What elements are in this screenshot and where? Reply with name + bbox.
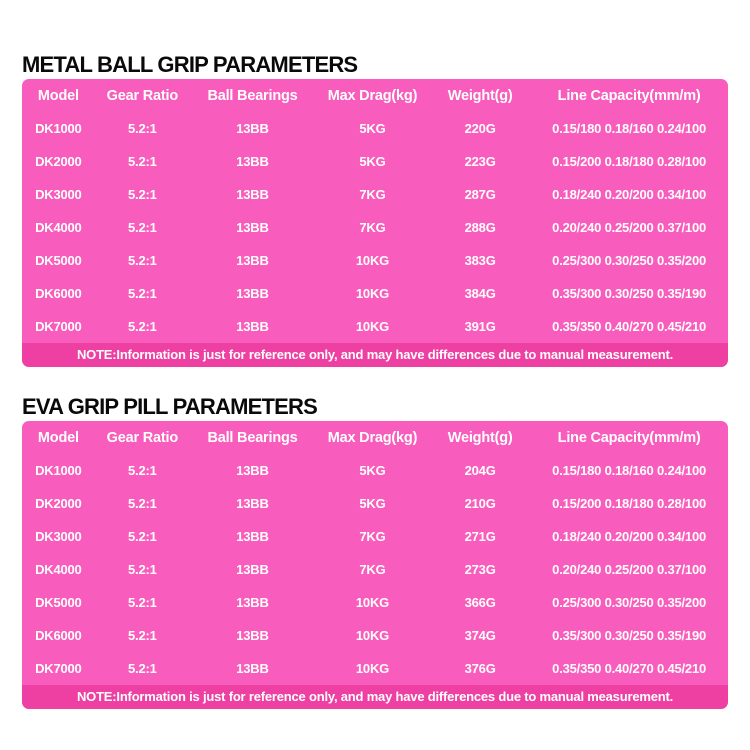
table-cell: 0.15/180 0.18/160 0.24/100 bbox=[552, 121, 707, 136]
table-cell: 13BB bbox=[236, 628, 269, 643]
table-cell: 10KG bbox=[355, 319, 390, 334]
header-cell: Max Drag(kg) bbox=[327, 87, 418, 104]
table-cell: 10KG bbox=[355, 253, 390, 268]
table-cell: 13BB bbox=[236, 253, 269, 268]
table-row bbox=[22, 652, 728, 685]
table-cell: 10KG bbox=[355, 595, 390, 610]
header-cell: Line Capacity(mm/m) bbox=[557, 429, 701, 446]
table-cell: DK7000 bbox=[35, 319, 82, 334]
table-cell: 220G bbox=[464, 121, 496, 136]
table-cell: 13BB bbox=[236, 121, 269, 136]
table-cell: 0.25/300 0.30/250 0.35/200 bbox=[552, 595, 707, 610]
table-row bbox=[22, 487, 728, 520]
table-cell: 5.2:1 bbox=[128, 253, 157, 268]
table-cell: 5.2:1 bbox=[128, 220, 157, 235]
table-body bbox=[22, 112, 728, 343]
table-note: NOTE:Information is just for reference only, and may have differences due to manual measurement. bbox=[22, 685, 728, 709]
table-cell: 0.35/300 0.30/250 0.35/190 bbox=[552, 286, 707, 301]
metal-ball-grip-section bbox=[22, 54, 728, 367]
table-row bbox=[22, 454, 728, 487]
table-cell: DK7000 bbox=[35, 661, 82, 676]
table-cell: 0.18/240 0.20/200 0.34/100 bbox=[552, 529, 707, 544]
table-cell: 13BB bbox=[236, 496, 269, 511]
header-cell: Ball Bearings bbox=[207, 87, 298, 104]
table-row bbox=[22, 145, 728, 178]
table-cell: 271G bbox=[464, 529, 496, 544]
table-cell: 5.2:1 bbox=[128, 628, 157, 643]
table-cell: 391G bbox=[464, 319, 496, 334]
table-cell: 0.15/180 0.18/160 0.24/100 bbox=[552, 463, 707, 478]
table-cell: 7KG bbox=[359, 529, 386, 544]
table-cell: DK3000 bbox=[35, 529, 82, 544]
table-cell: 5.2:1 bbox=[128, 529, 157, 544]
table-cell: 5.2:1 bbox=[128, 187, 157, 202]
table-row bbox=[22, 310, 728, 343]
table-cell: 5.2:1 bbox=[128, 121, 157, 136]
header-cell: Model bbox=[37, 429, 79, 446]
table-cell: 5KG bbox=[359, 496, 386, 511]
table-cell: DK5000 bbox=[35, 253, 82, 268]
table-cell: 0.20/240 0.25/200 0.37/100 bbox=[552, 562, 707, 577]
table-cell: 5.2:1 bbox=[128, 562, 157, 577]
table-cell: 7KG bbox=[359, 187, 386, 202]
table-cell: 5.2:1 bbox=[128, 595, 157, 610]
table-cell: 10KG bbox=[355, 286, 390, 301]
table-cell: DK4000 bbox=[35, 220, 82, 235]
table-cell: 376G bbox=[464, 661, 496, 676]
table-cell: DK5000 bbox=[35, 595, 82, 610]
header-cell: Gear Ratio bbox=[106, 429, 179, 446]
table-cell: 13BB bbox=[236, 286, 269, 301]
table-cell: DK6000 bbox=[35, 286, 82, 301]
table-cell: DK1000 bbox=[35, 463, 82, 478]
table-cell: 287G bbox=[464, 187, 496, 202]
table-cell: 5.2:1 bbox=[128, 286, 157, 301]
table-cell: 13BB bbox=[236, 319, 269, 334]
table-cell: 7KG bbox=[359, 220, 386, 235]
table-cell: 5.2:1 bbox=[128, 154, 157, 169]
header-cell: Weight(g) bbox=[447, 87, 513, 104]
table-body bbox=[22, 454, 728, 685]
table-cell: 5KG bbox=[359, 463, 386, 478]
table-cell: 384G bbox=[464, 286, 496, 301]
header-cell: Ball Bearings bbox=[207, 429, 298, 446]
eva-grip-pill-section bbox=[22, 396, 728, 709]
table-cell: 0.20/240 0.25/200 0.37/100 bbox=[552, 220, 707, 235]
eva-grip-pill-title: EVA GRIP PILL PARAMETERS bbox=[22, 394, 317, 419]
table-row bbox=[22, 520, 728, 553]
metal-ball-grip-title: METAL BALL GRIP PARAMETERS bbox=[22, 52, 358, 77]
table-cell: 288G bbox=[464, 220, 496, 235]
table-cell: 0.35/350 0.40/270 0.45/210 bbox=[552, 319, 707, 334]
table-cell: 7KG bbox=[359, 562, 386, 577]
table-row bbox=[22, 619, 728, 652]
table-cell: 0.35/350 0.40/270 0.45/210 bbox=[552, 661, 707, 676]
table-row bbox=[22, 586, 728, 619]
table-cell: 273G bbox=[464, 562, 496, 577]
table-cell: 5.2:1 bbox=[128, 661, 157, 676]
table-cell: 204G bbox=[464, 463, 496, 478]
table-cell: 5.2:1 bbox=[128, 463, 157, 478]
table-row bbox=[22, 553, 728, 586]
table-cell: 5.2:1 bbox=[128, 319, 157, 334]
table-cell: 13BB bbox=[236, 187, 269, 202]
table-cell: 10KG bbox=[355, 661, 390, 676]
table-cell: 383G bbox=[464, 253, 496, 268]
table-cell: DK6000 bbox=[35, 628, 82, 643]
table-row bbox=[22, 211, 728, 244]
table-header-row bbox=[22, 421, 728, 454]
table-cell: 0.18/240 0.20/200 0.34/100 bbox=[552, 187, 707, 202]
table-cell: 366G bbox=[464, 595, 496, 610]
table-cell: 0.25/300 0.30/250 0.35/200 bbox=[552, 253, 707, 268]
table-cell: 13BB bbox=[236, 562, 269, 577]
eva-grip-pill-table bbox=[22, 421, 728, 709]
table-cell: 13BB bbox=[236, 154, 269, 169]
header-cell: Model bbox=[37, 87, 79, 104]
table-header-row bbox=[22, 79, 728, 112]
table-cell: DK3000 bbox=[35, 187, 82, 202]
table-cell: 0.15/200 0.18/180 0.28/100 bbox=[552, 496, 707, 511]
table-cell: 5.2:1 bbox=[128, 496, 157, 511]
table-cell: DK2000 bbox=[35, 154, 82, 169]
table-cell: 223G bbox=[464, 154, 496, 169]
table-cell: 5KG bbox=[359, 121, 386, 136]
header-cell: Line Capacity(mm/m) bbox=[557, 87, 701, 104]
header-cell: Gear Ratio bbox=[106, 87, 179, 104]
table-cell: 13BB bbox=[236, 595, 269, 610]
table-cell: DK1000 bbox=[35, 121, 82, 136]
table-note: NOTE:Information is just for reference only, and may have differences due to manual measurement. bbox=[22, 343, 728, 367]
table-cell: 13BB bbox=[236, 463, 269, 478]
table-cell: 210G bbox=[464, 496, 496, 511]
metal-ball-grip-table bbox=[22, 79, 728, 367]
table-cell: DK2000 bbox=[35, 496, 82, 511]
header-cell: Weight(g) bbox=[447, 429, 513, 446]
header-cell: Max Drag(kg) bbox=[327, 429, 418, 446]
table-row bbox=[22, 112, 728, 145]
table-row bbox=[22, 178, 728, 211]
table-cell: 13BB bbox=[236, 661, 269, 676]
table-cell: 374G bbox=[464, 628, 496, 643]
table-row bbox=[22, 277, 728, 310]
table-row bbox=[22, 244, 728, 277]
table-cell: DK4000 bbox=[35, 562, 82, 577]
table-cell: 10KG bbox=[355, 628, 390, 643]
table-cell: 0.35/300 0.30/250 0.35/190 bbox=[552, 628, 707, 643]
table-cell: 5KG bbox=[359, 154, 386, 169]
table-cell: 13BB bbox=[236, 220, 269, 235]
table-cell: 0.15/200 0.18/180 0.28/100 bbox=[552, 154, 707, 169]
table-cell: 13BB bbox=[236, 529, 269, 544]
